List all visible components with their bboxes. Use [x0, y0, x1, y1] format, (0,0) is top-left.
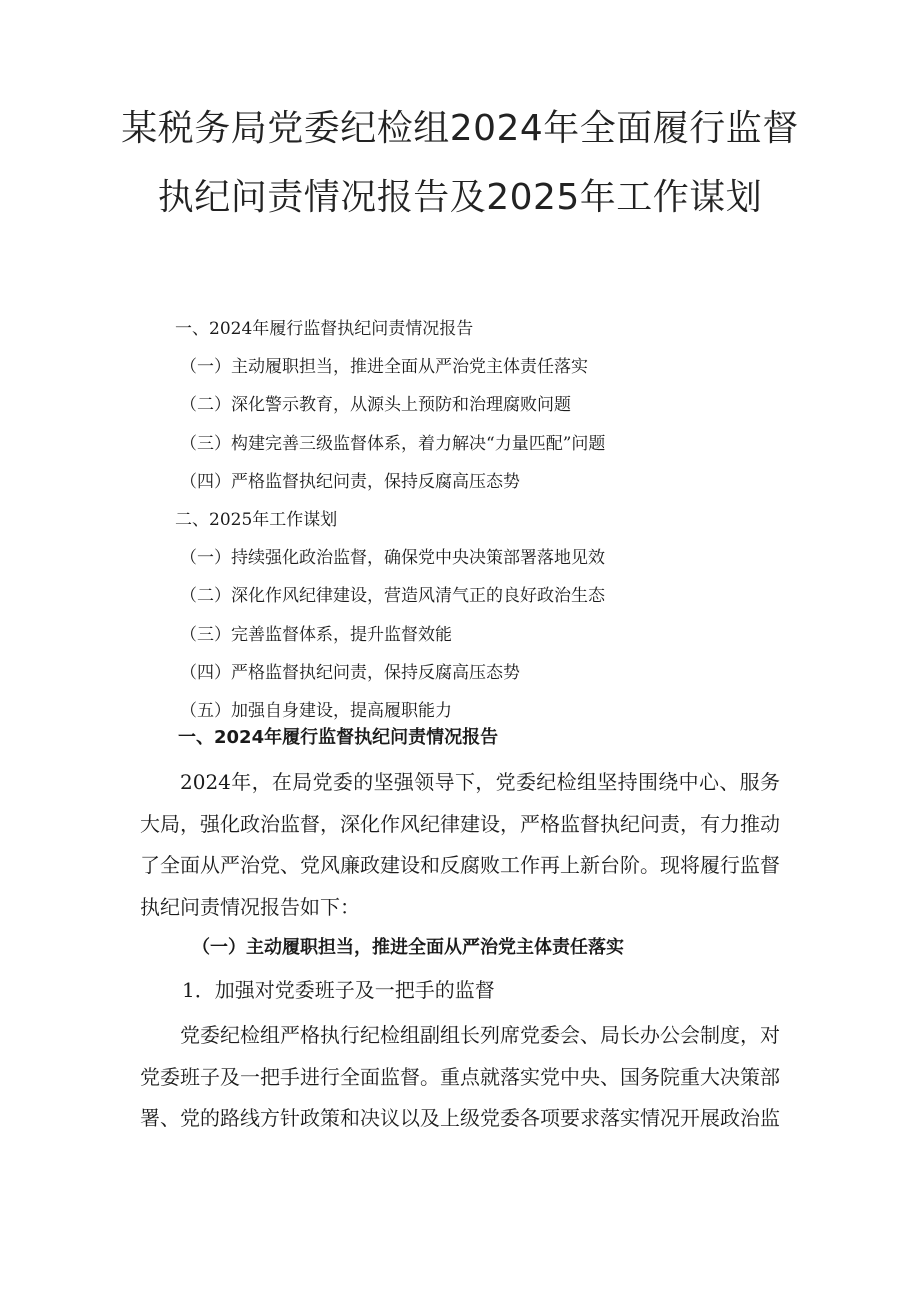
toc-item[interactable]: （二）深化作风纪律建设，营造风清气正的良好政治生态 — [180, 586, 605, 607]
document-title-line-2: 执纪问责情况报告及2025年工作谋划 — [157, 177, 763, 218]
toc-item[interactable]: （四）严格监督执纪问责，保持反腐高压态势 — [180, 662, 520, 683]
document-title-line-1: 某税务局党委纪检组2024年全面履行监督 — [121, 108, 799, 149]
toc-item[interactable]: （五）加强自身建设，提高履职能力 — [180, 700, 452, 721]
table-of-contents — [175, 310, 605, 730]
subsection-heading: （一）主动履职担当，推进全面从严治党主体责任落实 — [192, 937, 624, 958]
toc-item[interactable]: （三）构建完善三级监督体系，着力解决“力量匹配”问题 — [180, 433, 606, 454]
toc-item[interactable]: 一、2024年履行监督执纪问责情况报告 — [175, 319, 474, 339]
section-heading: 一、2024年履行监督执纪问责情况报告 — [178, 727, 499, 748]
toc-item[interactable]: （一）持续强化政治监督，确保党中央决策部署落地见效 — [180, 548, 605, 569]
toc-item[interactable]: 二、2025年工作谋划 — [175, 509, 338, 530]
toc-item[interactable]: （二）深化警示教育，从源头上预防和治理腐败问题 — [180, 395, 571, 416]
toc-item[interactable]: （一）主动履职担当，推进全面从严治党主体责任落实 — [180, 357, 588, 378]
body-paragraph: 党委纪检组严格执行纪检组副组长列席党委会、局长办公会制度，对党委班子及一把手进行全面监督。重点就落实党中央、国务院重大决策部署、党的路线方针政策和决议以及上级党委各项要求落实情况开展政治监 — [140, 1023, 780, 1130]
intro-paragraph: 2024年，在局党委的坚强领导下，党委纪检组坚持围绕中心、服务大局，强化政治监督，深化作风纪律建设，严格监督执纪问责，有力推动了全面从严治党、党风廉政建设和反腐败工作再上新台阶。现将履行监督执纪问责情况报告如下： — [140, 770, 780, 919]
toc-item[interactable]: （三）完善监督体系，提升监督效能 — [180, 624, 452, 645]
toc-item[interactable]: （四）严格监督执纪问责，保持反腐高压态势 — [180, 471, 520, 492]
item-heading: 1．加强对党委班子及一把手的监督 — [182, 978, 495, 1002]
